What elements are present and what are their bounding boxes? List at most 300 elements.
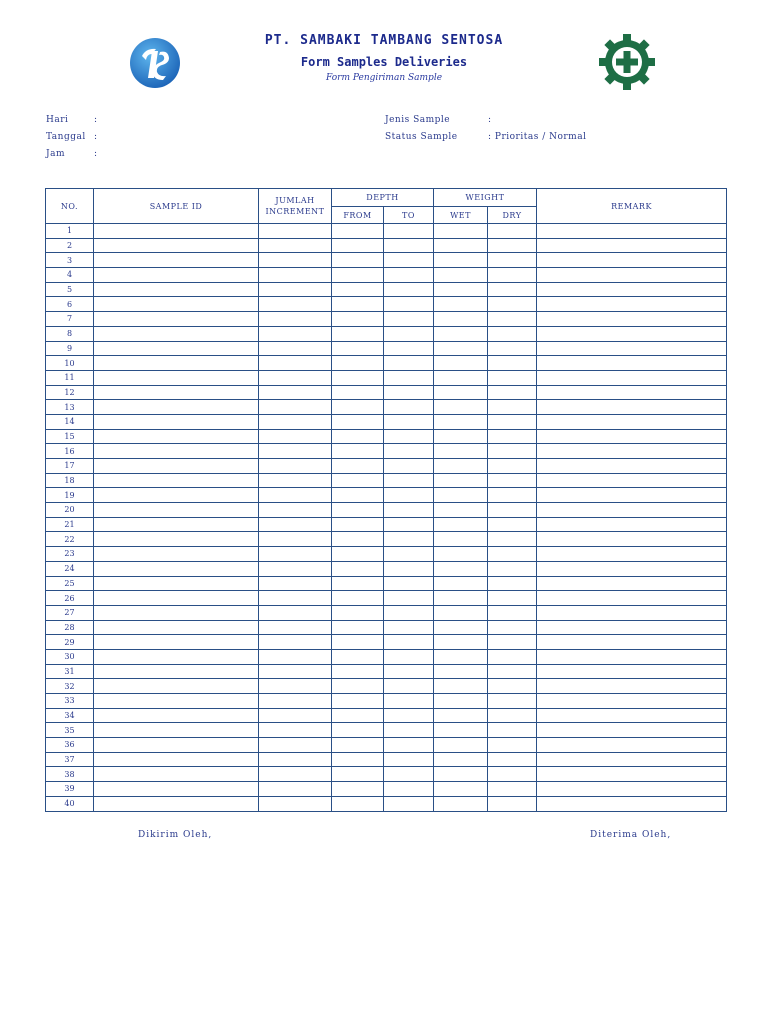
jumlah-increment-cell[interactable]: [259, 782, 332, 797]
weight-dry-cell[interactable]: [488, 576, 537, 591]
weight-wet-cell[interactable]: [434, 238, 488, 253]
weight-dry-cell[interactable]: [488, 400, 537, 415]
jumlah-increment-cell[interactable]: [259, 370, 332, 385]
jumlah-increment-cell[interactable]: [259, 488, 332, 503]
depth-to-cell[interactable]: [384, 620, 434, 635]
sample-id-cell[interactable]: [94, 297, 259, 312]
depth-from-cell[interactable]: [332, 488, 384, 503]
sample-id-cell[interactable]: [94, 767, 259, 782]
weight-dry-cell[interactable]: [488, 752, 537, 767]
remark-cell[interactable]: [537, 282, 727, 297]
header-from: FROM: [332, 207, 384, 224]
weight-dry-cell[interactable]: [488, 649, 537, 664]
depth-from-cell[interactable]: [332, 297, 384, 312]
jumlah-increment-cell[interactable]: [259, 649, 332, 664]
depth-from-cell[interactable]: [332, 694, 384, 709]
jumlah-increment-cell[interactable]: [259, 664, 332, 679]
depth-to-cell[interactable]: [384, 326, 434, 341]
weight-dry-cell[interactable]: [488, 767, 537, 782]
remark-cell[interactable]: [537, 649, 727, 664]
depth-to-cell[interactable]: [384, 341, 434, 356]
remark-cell[interactable]: [537, 532, 727, 547]
sample-id-cell[interactable]: [94, 341, 259, 356]
weight-wet-cell[interactable]: [434, 694, 488, 709]
weight-dry-cell[interactable]: [488, 429, 537, 444]
jumlah-increment-cell[interactable]: [259, 459, 332, 474]
depth-to-cell[interactable]: [384, 268, 434, 283]
weight-wet-cell[interactable]: [434, 385, 488, 400]
depth-from-cell[interactable]: [332, 238, 384, 253]
jumlah-increment-cell[interactable]: [259, 635, 332, 650]
jumlah-increment-cell[interactable]: [259, 694, 332, 709]
sample-id-cell[interactable]: [94, 326, 259, 341]
remark-cell[interactable]: [537, 253, 727, 268]
weight-wet-cell[interactable]: [434, 282, 488, 297]
sample-id-cell[interactable]: [94, 591, 259, 606]
sample-id-cell[interactable]: [94, 752, 259, 767]
depth-from-cell[interactable]: [332, 664, 384, 679]
weight-wet-cell[interactable]: [434, 297, 488, 312]
header-weight: WEIGHT: [434, 189, 537, 207]
remark-cell[interactable]: [537, 752, 727, 767]
sent-by-label: Dikirim Oleh,: [138, 830, 213, 840]
jumlah-increment-cell[interactable]: [259, 473, 332, 488]
depth-to-cell[interactable]: [384, 400, 434, 415]
depth-from-cell[interactable]: [332, 282, 384, 297]
remark-cell[interactable]: [537, 444, 727, 459]
weight-dry-cell[interactable]: [488, 297, 537, 312]
remark-cell[interactable]: [537, 341, 727, 356]
weight-wet-cell[interactable]: [434, 473, 488, 488]
depth-to-cell[interactable]: [384, 532, 434, 547]
depth-to-cell[interactable]: [384, 576, 434, 591]
depth-from-cell[interactable]: [332, 253, 384, 268]
weight-wet-cell[interactable]: [434, 429, 488, 444]
remark-cell[interactable]: [537, 708, 727, 723]
depth-to-cell[interactable]: [384, 767, 434, 782]
depth-to-cell[interactable]: [384, 385, 434, 400]
depth-to-cell[interactable]: [384, 282, 434, 297]
remark-cell[interactable]: [537, 459, 727, 474]
weight-dry-cell[interactable]: [488, 370, 537, 385]
row-number: 11: [46, 370, 94, 385]
weight-dry-cell[interactable]: [488, 341, 537, 356]
sample-id-cell[interactable]: [94, 473, 259, 488]
depth-from-cell[interactable]: [332, 591, 384, 606]
sample-id-cell[interactable]: [94, 605, 259, 620]
jumlah-increment-cell[interactable]: [259, 738, 332, 753]
weight-dry-cell[interactable]: [488, 473, 537, 488]
weight-dry-cell[interactable]: [488, 444, 537, 459]
jumlah-increment-cell[interactable]: [259, 224, 332, 239]
remark-cell[interactable]: [537, 782, 727, 797]
jumlah-increment-cell[interactable]: [259, 561, 332, 576]
depth-from-cell[interactable]: [332, 635, 384, 650]
depth-from-cell[interactable]: [332, 312, 384, 327]
remark-cell[interactable]: [537, 517, 727, 532]
depth-from-cell[interactable]: [332, 605, 384, 620]
row-number: 24: [46, 561, 94, 576]
remark-cell[interactable]: [537, 238, 727, 253]
sample-id-cell[interactable]: [94, 708, 259, 723]
jumlah-increment-cell[interactable]: [259, 385, 332, 400]
jumlah-increment-cell[interactable]: [259, 341, 332, 356]
remark-cell[interactable]: [537, 723, 727, 738]
sample-id-cell[interactable]: [94, 620, 259, 635]
weight-wet-cell[interactable]: [434, 547, 488, 562]
weight-dry-cell[interactable]: [488, 620, 537, 635]
weight-dry-cell[interactable]: [488, 708, 537, 723]
depth-from-cell[interactable]: [332, 561, 384, 576]
depth-to-cell[interactable]: [384, 796, 434, 811]
jumlah-increment-cell[interactable]: [259, 503, 332, 518]
depth-to-cell[interactable]: [384, 444, 434, 459]
row-number: 10: [46, 356, 94, 371]
weight-wet-cell[interactable]: [434, 796, 488, 811]
depth-from-cell[interactable]: [332, 708, 384, 723]
weight-dry-cell[interactable]: [488, 253, 537, 268]
depth-to-cell[interactable]: [384, 664, 434, 679]
jumlah-increment-cell[interactable]: [259, 605, 332, 620]
jumlah-increment-cell[interactable]: [259, 268, 332, 283]
sample-id-cell[interactable]: [94, 429, 259, 444]
weight-wet-cell[interactable]: [434, 635, 488, 650]
depth-from-cell[interactable]: [332, 723, 384, 738]
jumlah-increment-cell[interactable]: [259, 620, 332, 635]
weight-wet-cell[interactable]: [434, 370, 488, 385]
jumlah-increment-cell[interactable]: [259, 400, 332, 415]
depth-to-cell[interactable]: [384, 635, 434, 650]
weight-wet-cell[interactable]: [434, 591, 488, 606]
depth-from-cell[interactable]: [332, 532, 384, 547]
weight-dry-cell[interactable]: [488, 635, 537, 650]
weight-wet-cell[interactable]: [434, 503, 488, 518]
sample-id-cell[interactable]: [94, 576, 259, 591]
remark-cell[interactable]: [537, 620, 727, 635]
sample-id-cell[interactable]: [94, 356, 259, 371]
sample-id-cell[interactable]: [94, 517, 259, 532]
remark-cell[interactable]: [537, 576, 727, 591]
weight-wet-cell[interactable]: [434, 782, 488, 797]
sample-id-cell[interactable]: [94, 503, 259, 518]
depth-to-cell[interactable]: [384, 356, 434, 371]
jumlah-increment-cell[interactable]: [259, 253, 332, 268]
sample-id-cell[interactable]: [94, 238, 259, 253]
depth-from-cell[interactable]: [332, 414, 384, 429]
weight-dry-cell[interactable]: [488, 532, 537, 547]
weight-wet-cell[interactable]: [434, 664, 488, 679]
depth-from-cell[interactable]: [332, 547, 384, 562]
weight-wet-cell[interactable]: [434, 253, 488, 268]
sample-id-cell[interactable]: [94, 664, 259, 679]
weight-wet-cell[interactable]: [434, 679, 488, 694]
depth-to-cell[interactable]: [384, 782, 434, 797]
jumlah-increment-cell[interactable]: [259, 767, 332, 782]
jumlah-increment-cell[interactable]: [259, 238, 332, 253]
remark-cell[interactable]: [537, 400, 727, 415]
weight-dry-cell[interactable]: [488, 517, 537, 532]
jumlah-increment-cell[interactable]: [259, 752, 332, 767]
depth-from-cell[interactable]: [332, 649, 384, 664]
remark-cell[interactable]: [537, 488, 727, 503]
weight-dry-cell[interactable]: [488, 414, 537, 429]
depth-from-cell[interactable]: [332, 503, 384, 518]
weight-dry-cell[interactable]: [488, 224, 537, 239]
weight-wet-cell[interactable]: [434, 708, 488, 723]
weight-wet-cell[interactable]: [434, 649, 488, 664]
depth-from-cell[interactable]: [332, 767, 384, 782]
weight-wet-cell[interactable]: [434, 312, 488, 327]
table-row: [46, 561, 727, 576]
depth-to-cell[interactable]: [384, 547, 434, 562]
weight-wet-cell[interactable]: [434, 767, 488, 782]
weight-wet-cell[interactable]: [434, 561, 488, 576]
table-row: [46, 679, 727, 694]
remark-cell[interactable]: [537, 767, 727, 782]
depth-from-cell[interactable]: [332, 385, 384, 400]
sample-id-cell[interactable]: [94, 312, 259, 327]
weight-wet-cell[interactable]: [434, 738, 488, 753]
remark-cell[interactable]: [537, 414, 727, 429]
depth-to-cell[interactable]: [384, 723, 434, 738]
sample-id-cell[interactable]: [94, 444, 259, 459]
weight-wet-cell[interactable]: [434, 326, 488, 341]
sample-id-cell[interactable]: [94, 738, 259, 753]
remark-cell[interactable]: [537, 679, 727, 694]
jumlah-increment-cell[interactable]: [259, 591, 332, 606]
weight-dry-cell[interactable]: [488, 796, 537, 811]
row-number: 27: [46, 605, 94, 620]
header-depth: DEPTH: [332, 189, 434, 207]
weight-wet-cell[interactable]: [434, 341, 488, 356]
weight-wet-cell[interactable]: [434, 356, 488, 371]
depth-from-cell[interactable]: [332, 620, 384, 635]
weight-wet-cell[interactable]: [434, 723, 488, 738]
remark-cell[interactable]: [537, 224, 727, 239]
depth-to-cell[interactable]: [384, 224, 434, 239]
remark-cell[interactable]: [537, 356, 727, 371]
depth-to-cell[interactable]: [384, 429, 434, 444]
depth-to-cell[interactable]: [384, 503, 434, 518]
depth-from-cell[interactable]: [332, 473, 384, 488]
depth-from-cell[interactable]: [332, 224, 384, 239]
sample-id-cell[interactable]: [94, 694, 259, 709]
depth-from-cell[interactable]: [332, 400, 384, 415]
depth-to-cell[interactable]: [384, 459, 434, 474]
weight-wet-cell[interactable]: [434, 576, 488, 591]
sample-id-cell[interactable]: [94, 723, 259, 738]
weight-dry-cell[interactable]: [488, 547, 537, 562]
row-number: 35: [46, 723, 94, 738]
weight-dry-cell[interactable]: [488, 605, 537, 620]
jumlah-increment-cell[interactable]: [259, 429, 332, 444]
remark-cell[interactable]: [537, 694, 727, 709]
weight-dry-cell[interactable]: [488, 459, 537, 474]
weight-dry-cell[interactable]: [488, 488, 537, 503]
sample-id-cell[interactable]: [94, 400, 259, 415]
weight-wet-cell[interactable]: [434, 400, 488, 415]
remark-cell[interactable]: [537, 385, 727, 400]
remark-cell[interactable]: [537, 473, 727, 488]
depth-to-cell[interactable]: [384, 708, 434, 723]
depth-to-cell[interactable]: [384, 679, 434, 694]
weight-dry-cell[interactable]: [488, 694, 537, 709]
weight-wet-cell[interactable]: [434, 620, 488, 635]
sample-id-cell[interactable]: [94, 370, 259, 385]
depth-to-cell[interactable]: [384, 591, 434, 606]
sample-id-cell[interactable]: [94, 459, 259, 474]
depth-from-cell[interactable]: [332, 326, 384, 341]
depth-from-cell[interactable]: [332, 796, 384, 811]
jumlah-increment-cell[interactable]: [259, 532, 332, 547]
weight-wet-cell[interactable]: [434, 224, 488, 239]
depth-from-cell[interactable]: [332, 752, 384, 767]
sample-id-cell[interactable]: [94, 649, 259, 664]
depth-from-cell[interactable]: [332, 429, 384, 444]
weight-wet-cell[interactable]: [434, 459, 488, 474]
weight-wet-cell[interactable]: [434, 268, 488, 283]
remark-cell[interactable]: [537, 738, 727, 753]
sample-id-cell[interactable]: [94, 782, 259, 797]
depth-to-cell[interactable]: [384, 488, 434, 503]
table-row: [46, 532, 727, 547]
weight-dry-cell[interactable]: [488, 385, 537, 400]
sample-id-cell[interactable]: [94, 268, 259, 283]
weight-dry-cell[interactable]: [488, 738, 537, 753]
depth-from-cell[interactable]: [332, 738, 384, 753]
depth-to-cell[interactable]: [384, 738, 434, 753]
jumlah-increment-cell[interactable]: [259, 282, 332, 297]
weight-dry-cell[interactable]: [488, 268, 537, 283]
jumlah-increment-cell[interactable]: [259, 679, 332, 694]
remark-cell[interactable]: [537, 503, 727, 518]
jumlah-increment-cell[interactable]: [259, 297, 332, 312]
remark-cell[interactable]: [537, 312, 727, 327]
sample-id-cell[interactable]: [94, 414, 259, 429]
jumlah-increment-cell[interactable]: [259, 414, 332, 429]
jam-colon: :: [94, 149, 98, 159]
weight-dry-cell[interactable]: [488, 238, 537, 253]
depth-from-cell[interactable]: [332, 517, 384, 532]
depth-from-cell[interactable]: [332, 370, 384, 385]
weight-dry-cell[interactable]: [488, 326, 537, 341]
jenis-sample-colon: :: [488, 115, 492, 125]
depth-to-cell[interactable]: [384, 312, 434, 327]
weight-dry-cell[interactable]: [488, 312, 537, 327]
jumlah-increment-cell[interactable]: [259, 708, 332, 723]
remark-cell[interactable]: [537, 664, 727, 679]
depth-to-cell[interactable]: [384, 694, 434, 709]
weight-dry-cell[interactable]: [488, 503, 537, 518]
jumlah-increment-cell[interactable]: [259, 312, 332, 327]
depth-to-cell[interactable]: [384, 253, 434, 268]
sample-id-cell[interactable]: [94, 635, 259, 650]
sample-id-cell[interactable]: [94, 561, 259, 576]
depth-to-cell[interactable]: [384, 473, 434, 488]
sample-id-cell[interactable]: [94, 224, 259, 239]
jumlah-increment-cell[interactable]: [259, 326, 332, 341]
weight-dry-cell[interactable]: [488, 664, 537, 679]
jumlah-increment-cell[interactable]: [259, 444, 332, 459]
remark-cell[interactable]: [537, 635, 727, 650]
depth-to-cell[interactable]: [384, 414, 434, 429]
depth-to-cell[interactable]: [384, 752, 434, 767]
weight-wet-cell[interactable]: [434, 414, 488, 429]
row-number: 15: [46, 429, 94, 444]
weight-dry-cell[interactable]: [488, 356, 537, 371]
depth-to-cell[interactable]: [384, 238, 434, 253]
jumlah-increment-cell[interactable]: [259, 723, 332, 738]
sample-id-cell[interactable]: [94, 532, 259, 547]
jumlah-increment-cell[interactable]: [259, 796, 332, 811]
depth-from-cell[interactable]: [332, 782, 384, 797]
depth-to-cell[interactable]: [384, 297, 434, 312]
depth-from-cell[interactable]: [332, 459, 384, 474]
weight-wet-cell[interactable]: [434, 444, 488, 459]
depth-to-cell[interactable]: [384, 517, 434, 532]
weight-dry-cell[interactable]: [488, 723, 537, 738]
table-row: [46, 385, 727, 400]
sample-id-cell[interactable]: [94, 385, 259, 400]
sample-id-cell[interactable]: [94, 282, 259, 297]
depth-to-cell[interactable]: [384, 649, 434, 664]
jumlah-increment-cell[interactable]: [259, 517, 332, 532]
weight-dry-cell[interactable]: [488, 679, 537, 694]
weight-dry-cell[interactable]: [488, 282, 537, 297]
depth-from-cell[interactable]: [332, 576, 384, 591]
jumlah-increment-cell[interactable]: [259, 356, 332, 371]
row-number: 9: [46, 341, 94, 356]
weight-wet-cell[interactable]: [434, 488, 488, 503]
remark-cell[interactable]: [537, 547, 727, 562]
row-number: 32: [46, 679, 94, 694]
depth-to-cell[interactable]: [384, 561, 434, 576]
remark-cell[interactable]: [537, 605, 727, 620]
remark-cell[interactable]: [537, 591, 727, 606]
depth-from-cell[interactable]: [332, 341, 384, 356]
depth-to-cell[interactable]: [384, 605, 434, 620]
remark-cell[interactable]: [537, 796, 727, 811]
sample-id-cell[interactable]: [94, 796, 259, 811]
remark-cell[interactable]: [537, 297, 727, 312]
sample-id-cell[interactable]: [94, 488, 259, 503]
remark-cell[interactable]: [537, 370, 727, 385]
weight-dry-cell[interactable]: [488, 591, 537, 606]
weight-wet-cell[interactable]: [434, 752, 488, 767]
jumlah-increment-cell[interactable]: [259, 576, 332, 591]
depth-from-cell[interactable]: [332, 444, 384, 459]
depth-from-cell[interactable]: [332, 268, 384, 283]
samples-table: [45, 188, 727, 812]
remark-cell[interactable]: [537, 268, 727, 283]
weight-wet-cell[interactable]: [434, 532, 488, 547]
sample-id-cell[interactable]: [94, 547, 259, 562]
jumlah-increment-cell[interactable]: [259, 547, 332, 562]
weight-dry-cell[interactable]: [488, 561, 537, 576]
depth-from-cell[interactable]: [332, 679, 384, 694]
depth-from-cell[interactable]: [332, 356, 384, 371]
weight-wet-cell[interactable]: [434, 517, 488, 532]
remark-cell[interactable]: [537, 561, 727, 576]
sample-id-cell[interactable]: [94, 679, 259, 694]
remark-cell[interactable]: [537, 429, 727, 444]
depth-to-cell[interactable]: [384, 370, 434, 385]
table-row: [46, 635, 727, 650]
weight-dry-cell[interactable]: [488, 782, 537, 797]
weight-wet-cell[interactable]: [434, 605, 488, 620]
remark-cell[interactable]: [537, 326, 727, 341]
sample-id-cell[interactable]: [94, 253, 259, 268]
